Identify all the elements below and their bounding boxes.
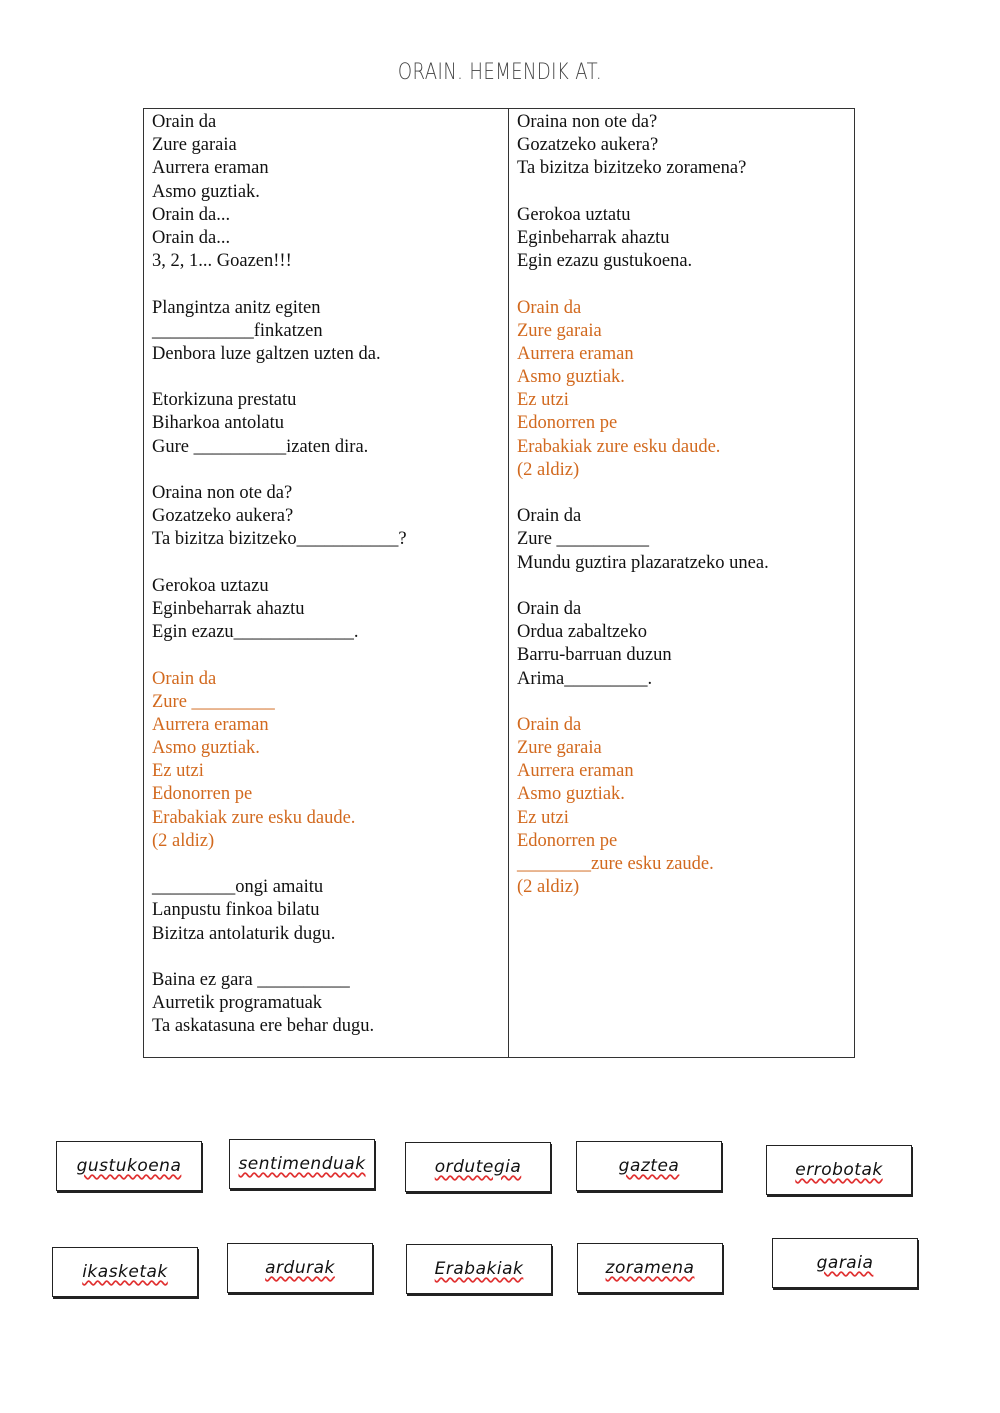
lyric-line: Gerokoa uztatu: [517, 204, 631, 225]
stanza-break: [152, 366, 500, 389]
lyric-line: Aurrera eraman: [152, 158, 269, 179]
word-card-label: sentimenduak: [238, 1154, 366, 1174]
lyric-line: Mundu guztira plazaratzeko unea.: [517, 552, 769, 573]
chorus-line: Asmo guztiak.: [152, 738, 260, 759]
lyrics-table: [143, 108, 855, 1058]
chorus-line: Ez utzi: [517, 390, 569, 411]
lyric-line: Etorkizuna prestatu: [152, 390, 297, 411]
word-card[interactable]: [52, 1247, 198, 1297]
lyric-line: Plangintza anitz egiten: [152, 297, 321, 318]
stanza-break: [517, 691, 846, 714]
chorus-line: Aurrera eraman: [152, 714, 269, 735]
lyrics-left-column: [144, 109, 508, 1057]
lyric-line: Orain da...: [152, 227, 231, 248]
word-card-label: errobotak: [795, 1160, 883, 1180]
lyric-line: _________ongi amaitu: [152, 877, 324, 898]
lyric-line: Ta bizitza bizitzeko___________?: [152, 529, 407, 550]
chorus-line: Orain da: [517, 297, 582, 318]
lyric-line: Barru-barruan duzun: [517, 645, 672, 666]
lyric-line: Gozatzeko aukera?: [517, 135, 659, 156]
stanza-break: [517, 181, 846, 204]
word-card[interactable]: [227, 1243, 373, 1293]
lyric-line: Asmo guztiak.: [152, 181, 260, 202]
word-card-label: Erabakiak: [434, 1259, 524, 1279]
chorus-line: Orain da: [517, 714, 582, 735]
word-card-label: zoramena: [605, 1258, 695, 1278]
word-card[interactable]: [405, 1142, 551, 1192]
lyric-line: 3, 2, 1... Goazen!!!: [152, 251, 292, 272]
word-card[interactable]: [56, 1141, 202, 1191]
chorus-line: Ez utzi: [152, 761, 204, 782]
word-card-label: ikasketak: [82, 1262, 168, 1282]
lyric-line: Egin ezazu gustukoena.: [517, 251, 693, 272]
stanza-break: [152, 552, 500, 575]
word-card[interactable]: [766, 1145, 912, 1195]
lyric-line: Eginbeharrak ahaztu: [517, 227, 670, 248]
chorus-line: Aurrera eraman: [517, 761, 634, 782]
word-card[interactable]: [577, 1243, 723, 1293]
word-card-label: gaztea: [618, 1156, 680, 1176]
lyric-line: ___________finkatzen: [152, 320, 323, 341]
word-card-label: garaia: [816, 1253, 874, 1273]
stanza-break: [152, 459, 500, 482]
lyric-line: Zure garaia: [152, 135, 237, 156]
lyric-line: Aurretik programatuak: [152, 993, 323, 1014]
chorus-line: Edonorren pe: [517, 413, 618, 434]
chorus-line: Zure garaia: [517, 320, 602, 341]
chorus-line: Erabakiak zure esku daude.: [152, 807, 356, 828]
lyric-line: Oraina non ote da?: [517, 112, 658, 132]
lyric-line: Gure __________izaten dira.: [152, 436, 369, 457]
chorus-line: Edonorren pe: [517, 830, 618, 851]
chorus-line: Edonorren pe: [152, 784, 253, 805]
chorus-line: Asmo guztiak.: [517, 784, 625, 805]
lyric-line: Lanpustu finkoa bilatu: [152, 900, 320, 921]
chorus-line: (2 aldiz): [152, 830, 215, 851]
lyric-line: Ta bizitza bizitzeko zoramena?: [517, 158, 747, 179]
chorus-line: Erabakiak zure esku daude.: [517, 436, 721, 457]
lyric-line: Orain da: [517, 506, 582, 527]
word-card[interactable]: [406, 1244, 552, 1294]
lyric-line: Orain da: [517, 598, 582, 619]
lyric-line: Ta askatasuna ere behar dugu.: [152, 1016, 375, 1037]
lyric-line: Oraina non ote da?: [152, 483, 293, 503]
word-card-label: gustukoena: [76, 1156, 182, 1176]
page-title: ORAIN. HEMENDIK AT.: [397, 60, 603, 85]
lyric-line: Eginbeharrak ahaztu: [152, 598, 305, 619]
lyric-line: Bizitza antolaturik dugu.: [152, 923, 336, 944]
lyric-line: Gerokoa uztazu: [152, 575, 269, 596]
lyric-line: Biharkoa antolatu: [152, 413, 285, 434]
chorus-line: Zure garaia: [517, 738, 602, 759]
chorus-line: Asmo guztiak.: [517, 367, 625, 388]
lyric-line: Egin ezazu_____________.: [152, 622, 359, 643]
chorus-line: (2 aldiz): [517, 877, 580, 898]
lyric-line: Zure __________: [517, 529, 650, 550]
stanza-break: [517, 575, 846, 598]
lyric-line: Baina ez gara __________: [152, 969, 350, 990]
word-card[interactable]: [229, 1139, 375, 1189]
stanza-break: [152, 644, 500, 667]
stanza-break: [152, 946, 500, 969]
stanza-break: [517, 482, 846, 505]
chorus-line: (2 aldiz): [517, 459, 580, 480]
word-card[interactable]: [576, 1141, 722, 1191]
chorus-line: Aurrera eraman: [517, 343, 634, 364]
stanza-break: [152, 853, 500, 876]
lyrics-right-column: [508, 109, 854, 1057]
lyric-line: Gozatzeko aukera?: [152, 506, 294, 527]
lyric-line: Arima_________.: [517, 668, 653, 689]
word-card-label: ardurak: [265, 1258, 335, 1278]
chorus-line: Orain da: [152, 668, 217, 689]
word-card-label: ordutegia: [434, 1157, 522, 1177]
word-card[interactable]: [772, 1238, 918, 1288]
lyric-line: Ordua zabaltzeko: [517, 622, 647, 643]
lyric-line: Orain da: [152, 112, 217, 132]
chorus-line: ________zure esku zaude.: [517, 854, 714, 874]
lyric-line: Orain da...: [152, 204, 231, 225]
chorus-line: Ez utzi: [517, 807, 569, 828]
stanza-break: [152, 273, 500, 296]
lyric-line: Denbora luze galtzen uzten da.: [152, 343, 381, 364]
chorus-line: Zure _________: [152, 691, 275, 712]
stanza-break: [517, 273, 846, 296]
